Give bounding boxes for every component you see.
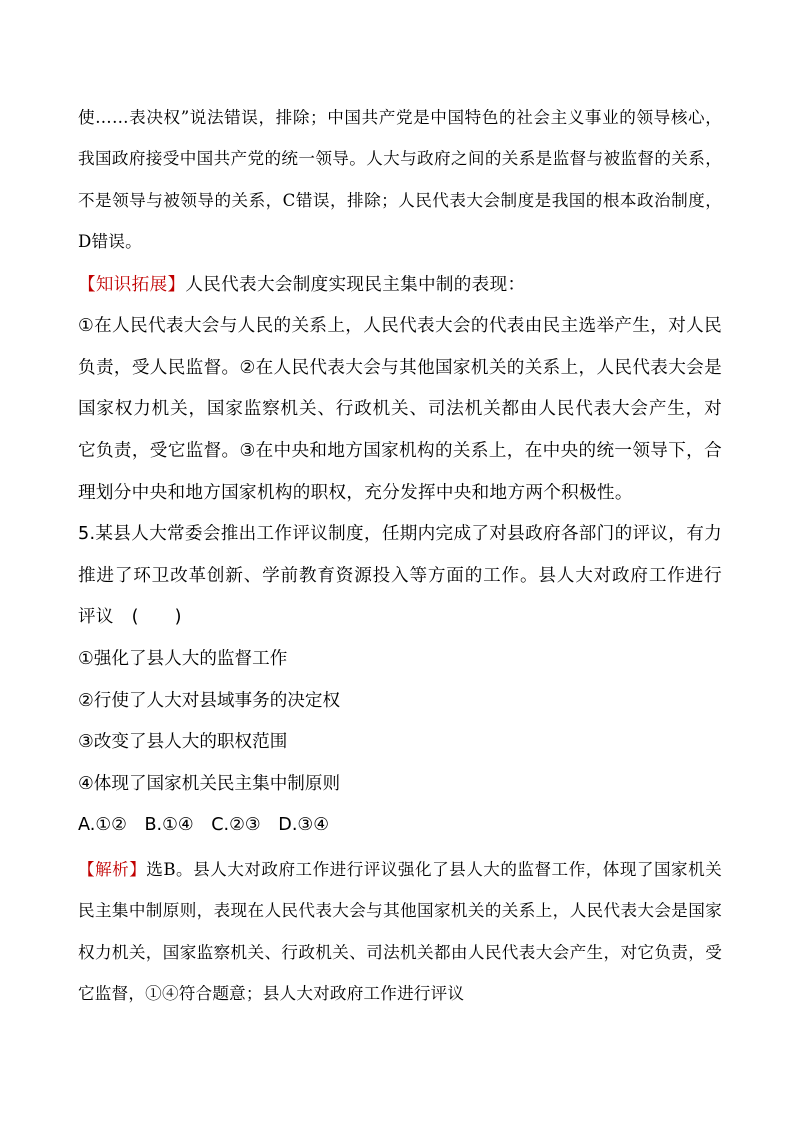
knowledge-extension-tag: 【知识拓展】 — [78, 274, 186, 295]
knowledge-extension-body: ①在人民代表大会与人民的关系上，人民代表大会的代表由民主选举产生，对人民负责，受人民监督。②在人民代表大会与其他国家机关的关系上，人民代表大会是国家权力机关，国家监察机关、行政机关、司法机关都由人民代表大会产生，对它负责，受它监督。③在中央和地方国家机构的关系上，在中央的统一领导下，合理划分中央和地方国家机构的职权，充分发挥中央和地方两个积极性。 — [78, 316, 722, 503]
explanation-continuation: 使……表决权”说法错误，排除；中国共产党是中国特色的社会主义事业的领导核心，我国政府接受中国共产党的统一领导。人大与政府之间的关系是监督与被监督的关系，不是领导与被领导的关系，C错误，排除；人民代表大会制度是我国的根本政治制度，D错误。 — [78, 108, 722, 252]
knowledge-extension-heading: 人民代表大会制度实现民主集中制的表现： — [185, 274, 526, 295]
question-stem: 5.某县人大常委会推出工作评议制度，任期内完成了对县政府各部门的评议，有力推进了环卫改革创新、学前教育资源投入等方面的工作。县人大对政府工作进行评议 ( ) — [78, 524, 722, 628]
knowledge-extension — [78, 265, 722, 307]
analysis-body: 选B。县人大对政府工作进行评议强化了县人大的监督工作，体现了国家机关民主集中制原则，表现在人民代表大会与其他国家机关的关系上，人民代表大会是国家权力机关，国家监察机关、行政机关、司法机关都由人民代表大会产生，对它负责，受它监督，①④符合题意；县人大对政府工作进行评议 — [78, 859, 722, 1004]
document-page — [78, 97, 722, 1015]
answer-choices: A.①② B.①④ C.②③ D.③④ — [78, 815, 329, 836]
question-option-3: ③改变了县人大的职权范围 — [78, 732, 288, 753]
analysis — [78, 849, 722, 1015]
question-option-1: ①强化了县人大的监督工作 — [78, 648, 288, 669]
question-option-4: ④体现了国家机关民主集中制原则 — [78, 773, 341, 794]
question-option-2: ②行使了人大对县域事务的决定权 — [78, 690, 341, 711]
analysis-tag: 【解析】 — [78, 859, 147, 879]
